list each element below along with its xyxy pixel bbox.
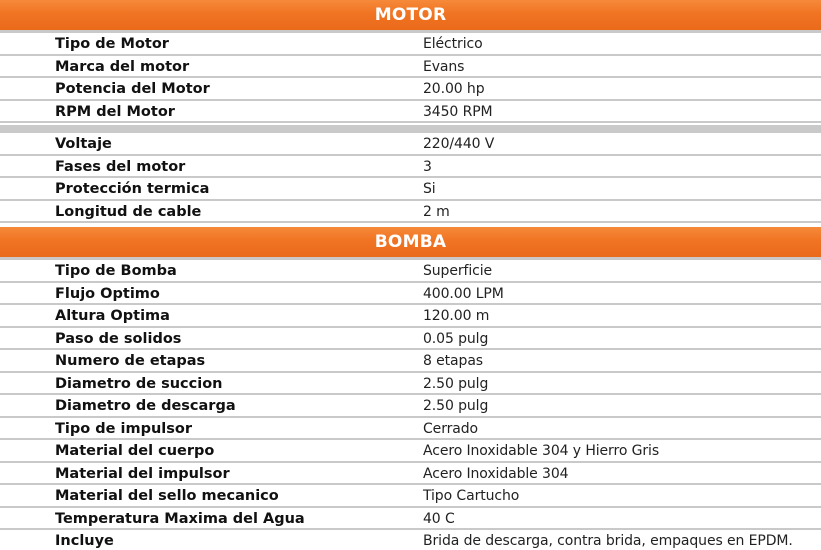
spec-label: Longitud de cable <box>55 203 202 220</box>
spec-value: 2 m <box>423 203 450 220</box>
spec-label: Tipo de impulsor <box>55 420 193 437</box>
spec-value: 0.05 pulg <box>423 330 489 347</box>
spec-label: Diametro de succion <box>55 375 223 392</box>
table-row <box>0 78 821 101</box>
table-row <box>0 373 821 396</box>
table-row <box>0 201 821 224</box>
spec-value: 220/440 V <box>423 136 495 152</box>
table-row <box>0 328 821 351</box>
spec-value: 120.00 m <box>423 308 490 324</box>
spec-label: Material del cuerpo <box>55 443 215 459</box>
table-row <box>0 395 821 418</box>
spec-value: Tipo Cartucho <box>423 488 520 504</box>
table-row <box>0 305 821 328</box>
group-separator-bar <box>0 125 821 133</box>
table-row <box>0 350 821 373</box>
spec-value: 400.00 LPM <box>423 285 504 302</box>
table-row <box>0 463 821 486</box>
table-row <box>0 530 821 550</box>
spec-value: 3450 RPM <box>423 103 493 120</box>
spec-label: RPM del Motor <box>55 103 175 120</box>
spec-value: Si <box>423 181 436 197</box>
spec-label: Material del sello mecanico <box>55 488 279 504</box>
spec-value: 2.50 pulg <box>423 398 489 414</box>
spec-label: Incluye <box>55 533 114 549</box>
table-row <box>0 178 821 201</box>
spec-label: Tipo de Bomba <box>55 263 177 279</box>
table-row <box>0 283 821 306</box>
spec-value: Brida de descarga, contra brida, empaques en EPDM. <box>423 533 793 549</box>
spec-value: 40 C <box>423 510 455 527</box>
spec-label: Fases del motor <box>55 158 186 175</box>
spec-label: Voltaje <box>55 136 112 152</box>
table-row <box>0 440 821 463</box>
spec-value: 3 <box>423 158 432 175</box>
spec-value: 8 etapas <box>423 353 483 369</box>
table-row <box>0 33 821 56</box>
bomba-rows <box>0 260 821 550</box>
spec-label: Material del impulsor <box>55 465 230 482</box>
spec-value: Acero Inoxidable 304 <box>423 465 569 482</box>
spec-label: Paso de solidos <box>55 330 182 347</box>
spec-label: Altura Optima <box>55 308 170 324</box>
section-header-motor: MOTOR <box>0 0 821 30</box>
table-row <box>0 133 821 156</box>
table-row <box>0 101 821 124</box>
spec-value: Superficie <box>423 263 493 279</box>
spec-value: 20.00 hp <box>423 81 485 97</box>
motor-rows-group-1 <box>0 33 821 123</box>
spec-label: Protección termica <box>55 181 210 197</box>
table-row <box>0 156 821 179</box>
table-row <box>0 508 821 531</box>
spec-value: 2.50 pulg <box>423 375 489 392</box>
spec-label: Marca del motor <box>55 58 190 75</box>
spec-value: Evans <box>423 58 465 75</box>
spec-value: Cerrado <box>423 420 478 437</box>
spec-value: Eléctrico <box>423 36 483 52</box>
spec-label: Potencia del Motor <box>55 81 210 97</box>
spec-label: Numero de etapas <box>55 353 206 369</box>
spec-label: Flujo Optimo <box>55 285 160 302</box>
table-row <box>0 56 821 79</box>
table-row <box>0 485 821 508</box>
spec-label: Temperatura Maxima del Agua <box>55 510 305 527</box>
table-row <box>0 260 821 283</box>
spec-label: Tipo de Motor <box>55 36 169 52</box>
spec-label: Diametro de descarga <box>55 398 236 414</box>
section-header-bomba: BOMBA <box>0 227 821 257</box>
table-row <box>0 418 821 441</box>
motor-rows-group-2 <box>0 133 821 223</box>
spec-value: Acero Inoxidable 304 y Hierro Gris <box>423 443 660 459</box>
